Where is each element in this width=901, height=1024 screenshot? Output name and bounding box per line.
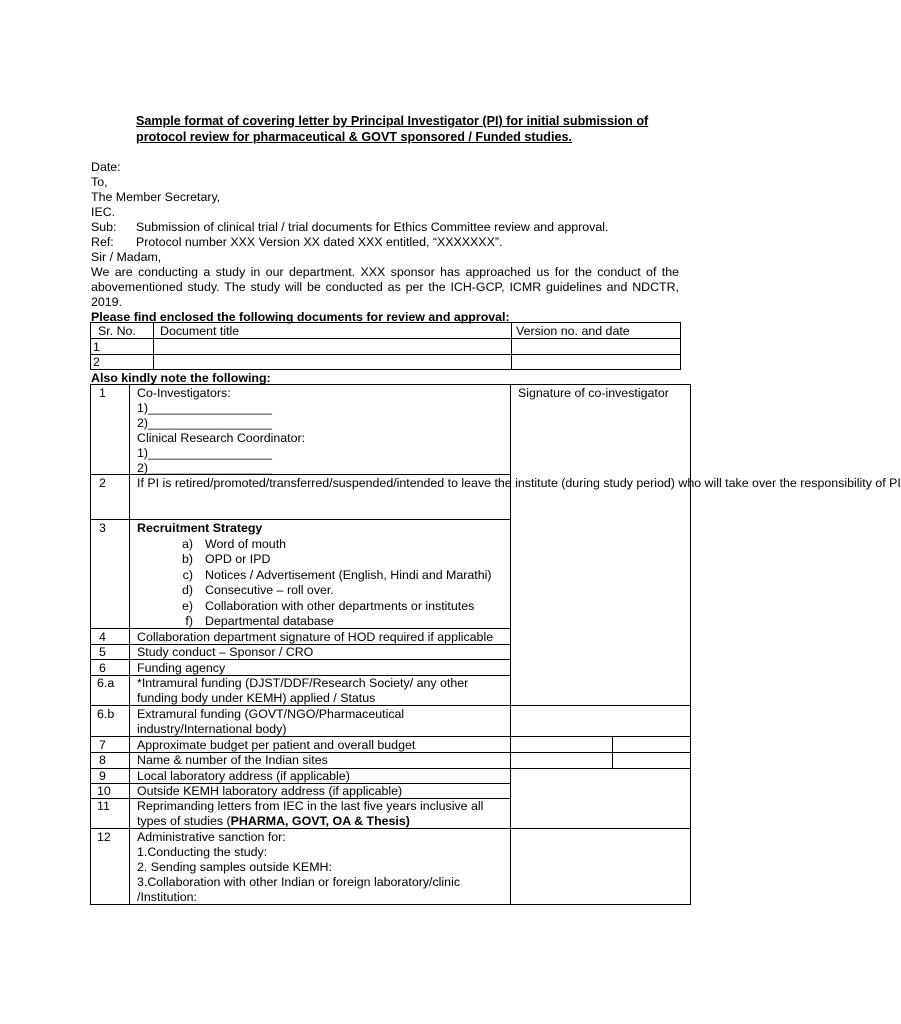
- admin-sanction-item-3-cont: /Institution:: [137, 890, 197, 904]
- date-label: Date:: [91, 160, 121, 174]
- intramural-funding-line-1: *Intramural funding (DJST/DDF/Research Society/ any other: [137, 676, 469, 690]
- crc-2-blank: 2)__________________: [137, 461, 273, 475]
- note-number: 12: [97, 830, 111, 844]
- recruitment-option: Notices / Advertisement (English, Hindi and Marathi): [205, 568, 492, 582]
- funding-agency-text: Funding agency: [137, 661, 226, 675]
- note-number: 3: [99, 521, 106, 535]
- note-number: 7: [99, 738, 106, 752]
- col-header-srno: Sr. No.: [98, 324, 136, 338]
- document-title-line-1: Sample format of covering letter by Principal Investigator (PI) for initial submission of: [136, 114, 649, 128]
- study-conduct-text: Study conduct – Sponsor / CRO: [137, 645, 314, 659]
- note-number: 9: [99, 769, 106, 783]
- extramural-funding-line-1: Extramural funding (GOVT/NGO/Pharmaceutical: [137, 707, 405, 721]
- signature-label: Signature of co-investigator: [518, 386, 669, 400]
- option-letter: a): [182, 537, 194, 551]
- document-title-line-2: protocol review for pharmaceutical & GOVT sponsored / Funded studies.: [136, 130, 572, 144]
- subject-text: Submission of clinical trial / trial documents for Ethics Committee review and approval.: [136, 220, 609, 234]
- option-letter: c): [182, 568, 193, 582]
- admin-sanction-title: Administrative sanction for:: [137, 830, 286, 844]
- subject-label: Sub:: [91, 220, 117, 234]
- note-number: 6.b: [97, 707, 115, 721]
- documents-heading: Please find enclosed the following documents for review and approval:: [91, 310, 510, 324]
- co-investigator-1-blank: 1)__________________: [137, 401, 273, 415]
- budget-text: Approximate budget per patient and overall budget: [137, 738, 416, 752]
- col-header-version: Version no. and date: [516, 324, 630, 338]
- note-number: 6.a: [97, 676, 115, 690]
- reprimanding-letters-line-1: Reprimanding letters from IEC in the last five years inclusive all: [137, 799, 484, 813]
- hod-signature-text: Collaboration department signature of HOD required if applicable: [137, 630, 494, 644]
- recruitment-strategy-title: Recruitment Strategy: [137, 521, 263, 535]
- reference-text: Protocol number XXX Version XX dated XXX entitled, “XXXXXXX”.: [136, 235, 503, 249]
- note-number: 5: [99, 645, 106, 659]
- co-investigators-label: Co-Investigators:: [137, 386, 231, 400]
- recruitment-option: Consecutive – roll over.: [205, 583, 334, 597]
- recruitment-option: Departmental database: [205, 614, 334, 628]
- recruitment-option: Collaboration with other departments or institutes: [205, 599, 475, 613]
- option-letter: b): [182, 552, 194, 566]
- note-number: 4: [99, 630, 106, 644]
- intramural-funding-line-2: funding body under KEMH) applied / Status: [137, 691, 376, 705]
- reprimanding-letters-line-2: types of studies (PHARMA, GOVT, OA & Thesis): [137, 814, 410, 828]
- intro-paragraph: We are conducting a study in our department. XXX sponsor has approached us for the conduct of the abovementioned study. The study will be conducted as per the ICH-GCP, ICMR guidelines and NDCTR, 2019.: [91, 265, 679, 309]
- co-investigator-2-blank: 2)__________________: [137, 416, 273, 430]
- note-number: 8: [99, 753, 106, 767]
- option-letter: f): [185, 614, 193, 628]
- notes-heading: Also kindly note the following:: [91, 371, 271, 385]
- committee: IEC.: [91, 205, 116, 219]
- reference-label: Ref:: [91, 235, 114, 249]
- note-number: 10: [97, 784, 111, 798]
- note-number: 6: [99, 661, 106, 675]
- indian-sites-text: Name & number of the Indian sites: [137, 753, 328, 767]
- salutation: Sir / Madam,: [91, 250, 162, 264]
- pi-succession-text: If PI is retired/promoted/transferred/suspended/intended to leave the institute (during study period) who will take over the responsibility of PI: [137, 476, 901, 490]
- document-row-2: 2: [93, 355, 100, 369]
- note-number: 1: [99, 386, 106, 400]
- crc-1-blank: 1)__________________: [137, 446, 273, 460]
- document-row-1: 1: [93, 340, 100, 354]
- admin-sanction-item-3: 3.Collaboration with other Indian or foreign laboratory/clinic: [137, 875, 461, 889]
- admin-sanction-item-1: 1.Conducting the study:: [137, 845, 268, 859]
- outside-lab-text: Outside KEMH laboratory address (if applicable): [137, 784, 403, 798]
- to-label: To,: [91, 175, 108, 189]
- col-header-document-title: Document title: [160, 324, 240, 338]
- admin-sanction-item-2: 2. Sending samples outside KEMH:: [137, 860, 332, 874]
- local-lab-text: Local laboratory address (if applicable): [137, 769, 350, 783]
- option-letter: e): [182, 599, 194, 613]
- recipient: The Member Secretary,: [91, 190, 221, 204]
- note-number: 2: [99, 476, 106, 490]
- option-letter: d): [182, 583, 194, 597]
- note-number: 11: [97, 799, 110, 813]
- crc-label: Clinical Research Coordinator:: [137, 431, 306, 445]
- extramural-funding-line-2: industry/International body): [137, 722, 287, 736]
- recruitment-option: Word of mouth: [205, 537, 287, 551]
- recruitment-option: OPD or IPD: [205, 552, 271, 566]
